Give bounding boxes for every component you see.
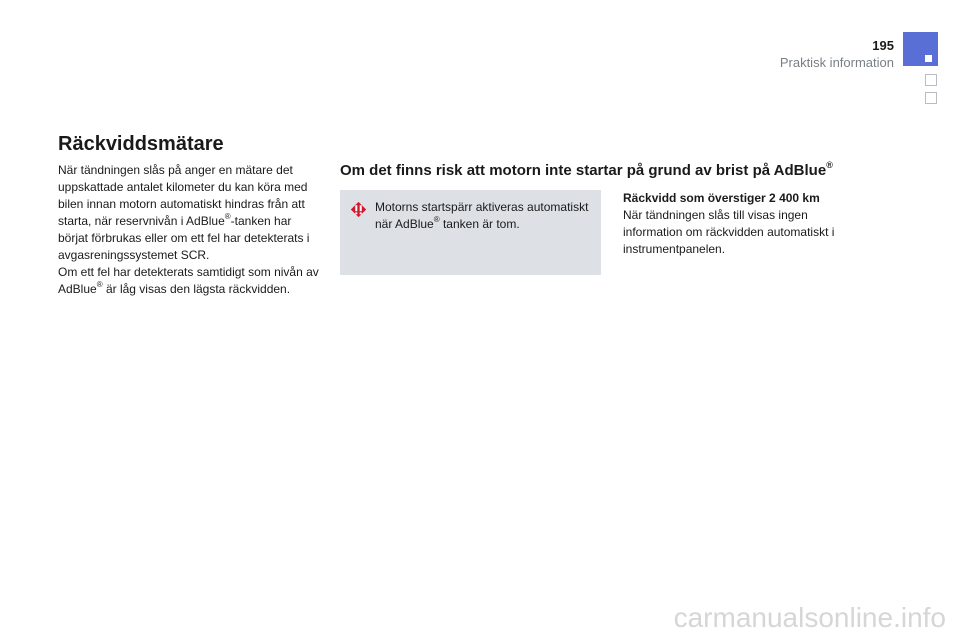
text-span: -tanken har börjat förbrukas eller om ett fel har detekterats i avgasreningssystemet SCR. [58,214,310,262]
text-span: När tändningen slås på anger en mätare det uppskattade antalet kilometer du kan köra med bilen innan motorn automatiskt hindras från att starta, när reservnivån i AdBlue [58,163,308,228]
left-column [58,162,320,298]
text-span: Om ett fel har detekterats samtidigt som nivån av AdBlue [58,265,319,296]
range-text: När tändningen slås till visas ingen information om räckvidden automatiskt i instrumentpanelen. [623,208,835,256]
warning-exclamation-icon [350,201,367,218]
chapter-tab-box [925,92,937,104]
watermark: carmanualsonline.info [673,602,946,633]
sub-heading-text: Om det finns risk att motorn inte startar på grund av brist på AdBlue [340,162,827,179]
paragraph-range-meter [58,162,320,264]
paragraph-fault [58,264,320,298]
page-number: 195 [872,38,894,53]
chapter-tab-box [925,74,937,86]
chapter-tab [903,32,938,66]
warning-box [340,190,601,275]
range-title: Räckvidd som överstiger 2 400 km [623,191,820,205]
warning-text [375,199,597,233]
right-column [623,190,853,258]
text-span: är låg visas den lägsta räckvidden. [102,282,291,296]
registered-mark: ® [96,280,103,289]
section-title: Praktisk information [779,55,894,70]
main-heading: Räckviddsmätare [58,133,224,155]
text-span: Motorns startspärr aktiveras automatiskt när AdBlue [375,200,589,231]
text-span: tanken är tom. [439,217,520,231]
sub-heading [340,162,833,179]
chapter-tab-marker [925,55,932,62]
registered-mark: ® [224,212,231,221]
registered-mark: ® [433,215,440,224]
registered-mark: ® [826,160,833,170]
